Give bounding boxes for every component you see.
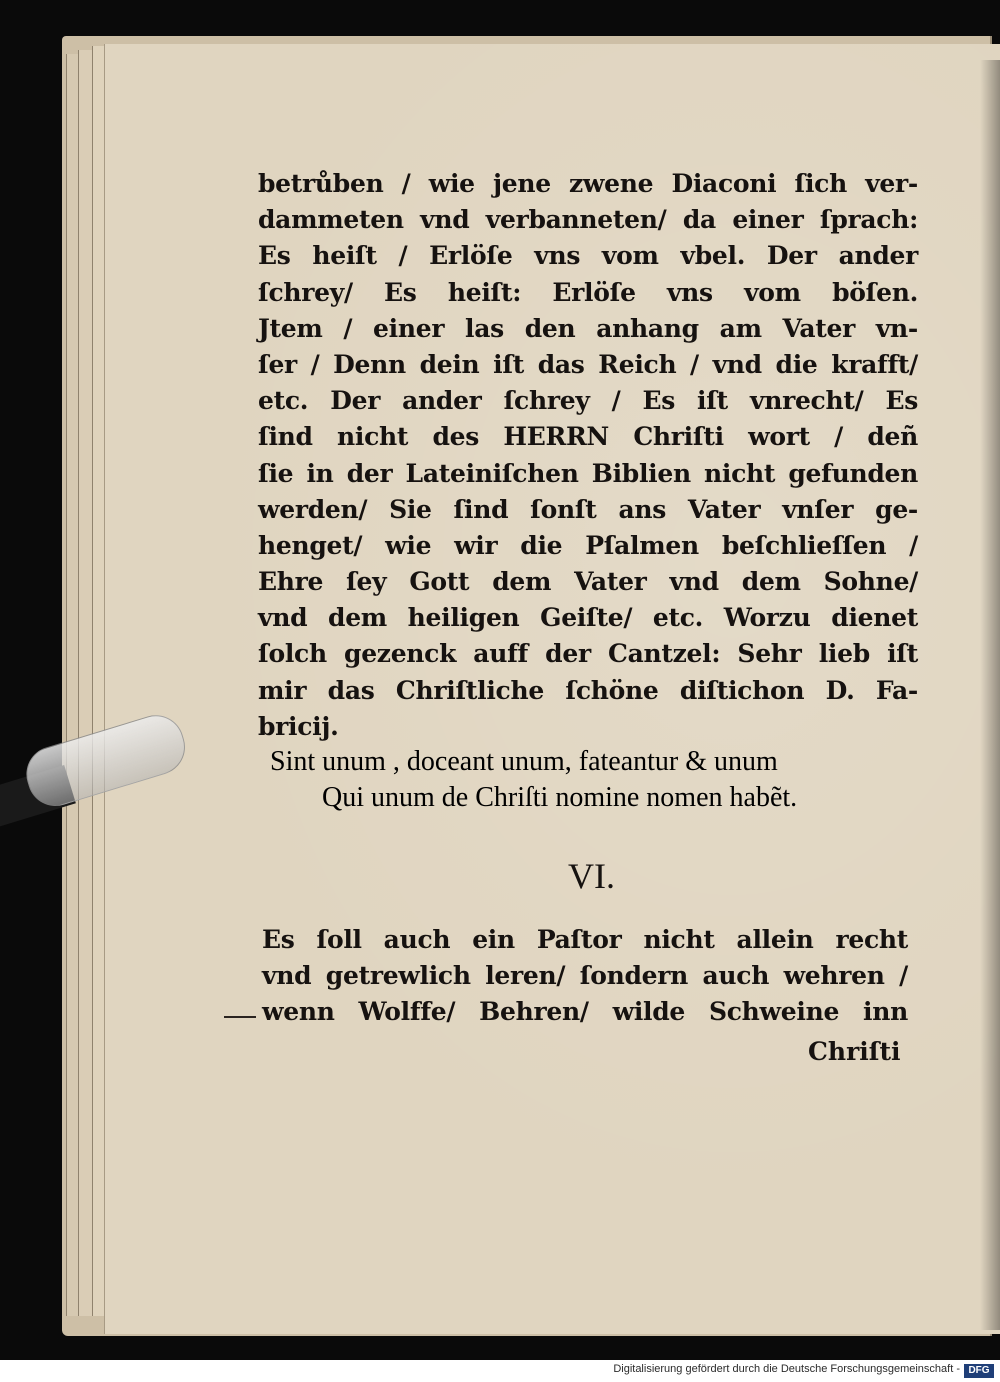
text-line: betrůben / wie jene zwene Diaconi ſich ver- — [258, 169, 918, 198]
text-line: dammeten vnd verbanneten/ da einer ſprach: — [258, 205, 918, 235]
text-line: Ehre ſey Gott dem Vater vnd dem Sohne/ — [258, 567, 918, 597]
text-line: bricij. — [258, 711, 339, 741]
text-line: ſind nicht des HERRN Chriſti wort / deñ — [258, 422, 918, 452]
text-line: ſie in der Lateiniſchen Biblien nicht gefunden — [258, 458, 918, 488]
text-line: vnd getrewlich leren/ ſondern auch wehren / — [262, 961, 908, 991]
latin-verse-line: Qui unum de Chriſti nomine nomen habẽt. — [322, 782, 798, 813]
text-line: henget/ wie wir die Pſalmen beſchlieſſen / — [258, 530, 918, 560]
dfg-logo: DFG — [964, 1364, 994, 1378]
section-heading: VI. — [568, 856, 615, 896]
latin-verse-line: Sint unum , doceant unum, fateantur & unum — [270, 746, 778, 777]
text-line: mir das Chriſtliche ſchöne diſtichon D. Fa- — [258, 675, 918, 705]
text-line: etc. Der ander ſchrey / Es iſt vnrecht/ Es — [258, 386, 918, 416]
text-line: werden/ Sie ſind ſonſt ans Vater vnſer ge- — [258, 494, 918, 524]
text-line: ſer / Denn dein iſt das Reich / vnd die krafft/ — [258, 349, 918, 379]
text-line: Jtem / einer las den anhang am Vater vn- — [258, 313, 918, 343]
section-text — [262, 922, 908, 1031]
body-text — [258, 166, 918, 745]
text-line: ſchrey/ Es heiſt: Erlöſe vns vom böſen. — [258, 277, 918, 307]
text-line: Es heiſt / Erlöſe vns vom vbel. Der ander — [258, 241, 918, 271]
text-line: wenn Wolffe/ Behren/ wilde Schweine inn — [262, 997, 908, 1027]
text-line: ſolch gezenck auff der Cantzel: Sehr lieb iſt — [258, 639, 918, 669]
funding-credit: Digitalisierung gefördert durch die Deutsche Forschungsgemeinschaft - — [613, 1363, 960, 1375]
margin-mark — [224, 1016, 256, 1018]
text-line: vnd dem heiligen Geiſte/ etc. Worzu dienet — [258, 603, 918, 633]
catchword: Chriſti — [808, 1037, 901, 1066]
text-line: Es ſoll auch ein Paſtor nicht allein recht — [262, 925, 908, 954]
spine-shadow — [980, 60, 1000, 1330]
